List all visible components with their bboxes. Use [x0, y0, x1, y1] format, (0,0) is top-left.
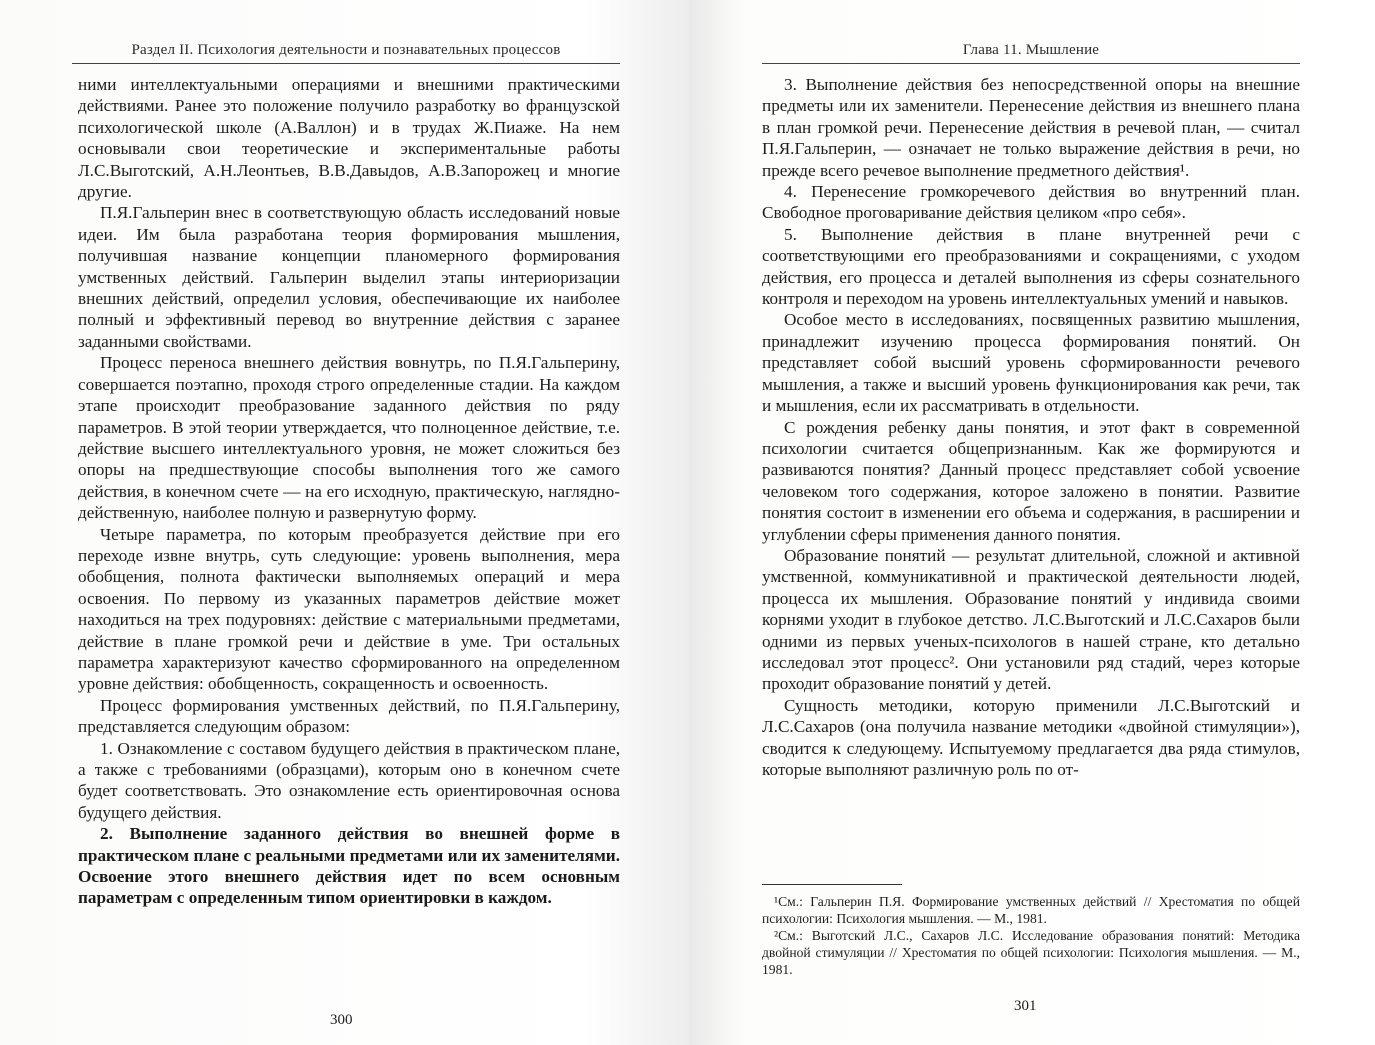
- paragraph: 1. Ознакомление с составом будущего действия в практическом плане, а также с требованиями (образцами), которым оно в конечном счете будет соответствовать. Это ознакомление есть ориентировочная основа будущего действия.: [78, 738, 620, 822]
- paragraph: Четыре параметра, по которым преобразуется действие при его переходе извне внутрь, суть следующие: уровень выполнения, мера обобщения, полнота фактически выполняемых операций и мера освоения. По первому из указанных параметров действие может находиться на трех подуровнях: действие с материальными предметами, действие в плане громкой речи и действие в уме. Три остальных параметра характеризуют качество сформированного на определенном уровне действия: обобщенность, сокращенность и освоенность.: [78, 524, 620, 694]
- paragraph: С рождения ребенку даны понятия, и этот факт в современной психологии считается общепризнанным. Как же формируются и развиваются понятия? Данный процесс представляет собой усвоение человеком того содержания, которое заложено в понятии. Развитие понятия состоит в изменении его объема и содержания, в расширении и углублении сферы применения данного понятия.: [762, 417, 1300, 544]
- footnotes: [762, 893, 1300, 978]
- page-number: 301: [1014, 998, 1037, 1014]
- footnote-divider: [762, 884, 902, 885]
- paragraph: Процесс переноса внешнего действия вовнутрь, по П.Я.Гальперину, совершается поэтапно, проходя строго определенные стадии. На каждом этапе происходит преобразование заданного действия по ряду параметров. В этой теории утверждается, что полноценное действие, т.е. действие высшего интеллектуального уровня, не может сложиться без опоры на предшествующие способы выполнения того же самого действия, в конечном счете — на его исходную, практическую, наглядно-действенную, наиболее полную и развернутую форму.: [78, 353, 620, 523]
- paragraph: Процесс формирования умственных действий, по П.Я.Гальперину, представляется следующим образом:: [78, 695, 620, 737]
- right-page: [690, 0, 1375, 1045]
- body-text: [762, 74, 1300, 780]
- footnote: ¹См.: Гальперин П.Я. Формирование умственных действий // Хрестоматия по общей психологии: Психология мышления. — М., 1981.: [762, 894, 1300, 926]
- paragraph: Особое место в исследованиях, посвященных развитию мышления, принадлежит изучению процесса формирования понятий. Он представляет собой высший уровень сформированности речевого мышления, а также и высший уровень функционирования как речи, так и мышления, если их рассматривать в отдельности.: [762, 310, 1300, 416]
- paragraph: 3. Выполнение действия без непосредственной опоры на внешние предметы или их заменители. Перенесение действия из внешнего плана в план громкой речи. Перенесение действия в речевой план, — считал П.Я.Гальперин, — означает не только выражение действия в речи, но прежде всего речевое выполнение предметного действия¹.: [762, 75, 1300, 180]
- footnote: ²См.: Выготский Л.С., Сахаров Л.С. Исследование образования понятий: Методика двойной стимуляции // Хрестоматия по общей психологии: Психология мышления. — М., 1981.: [762, 928, 1300, 977]
- paragraph: ними интеллектуальными операциями и внешними практическими действиями. Ранее это положение получило разработку во французской психологической школе (А.Валлон) и в трудах Ж.Пиаже. На нем основывали свои теоретические и экспериментальные работы Л.С.Выготский, А.Н.Леонтьев, В.В.Давыдов, А.В.Запорожец и многие другие.: [78, 75, 620, 202]
- paragraph: П.Я.Гальперин внес в соответствующую область исследований новые идеи. Им была разработана теория формирования мышления, получившая название концепции планомерного формирования умственных действий. Гальперин выделил этапы интериоризации внешних действий, определил условия, обеспечивающие их наиболее полный и эффективный перевод во внутренние действия с заранее заданными свойствами.: [78, 203, 620, 351]
- page-number: 300: [330, 1012, 353, 1028]
- body-text: [78, 74, 620, 909]
- paragraph: 5. Выполнение действия в плане внутренней речи с соответствующими его преобразованиями и сокращениями, с уходом действия, его процесса и деталей выполнения из сферы сознательного контроля и переходом на уровень интеллектуальных умений и навыков.: [762, 224, 1300, 309]
- paragraph: Сущность методики, которую применили Л.С.Выготский и Л.С.Сахаров (она получила название методики «двойной стимуляции»), сводится к следующему. Испытуемому предлагается два ряда стимулов, которые выполняют различную роль по от-: [762, 695, 1300, 779]
- running-head: Раздел II. Психология деятельности и познавательных процессов: [72, 42, 620, 64]
- paragraph: 2. Выполнение заданного действия во внешней форме в практическом плане с реальными предметами или их заменителями. Освоение этого внешнего действия идет по всем основным параметрам с определенным типом ориентировки в каждом.: [78, 824, 620, 908]
- paragraph: 4. Перенесение громкоречевого действия во внутренний план. Свободное проговаривание действия целиком «про себя».: [762, 182, 1300, 223]
- running-head: Глава 11. Мышление: [762, 42, 1300, 64]
- paragraph: Образование понятий — результат длительной, сложной и активной умственной, коммуникативной и практической деятельности людей, процесса их мышления. Образование понятий у индивида своими корнями уходит в глубокое детство. Л.С.Выготский и Л.С.Сахаров были одними из первых ученых-психологов в нашей стране, кто детально исследовал этот процесс². Они установили ряд стадий, через которые проходит образование понятий у детей.: [762, 545, 1300, 694]
